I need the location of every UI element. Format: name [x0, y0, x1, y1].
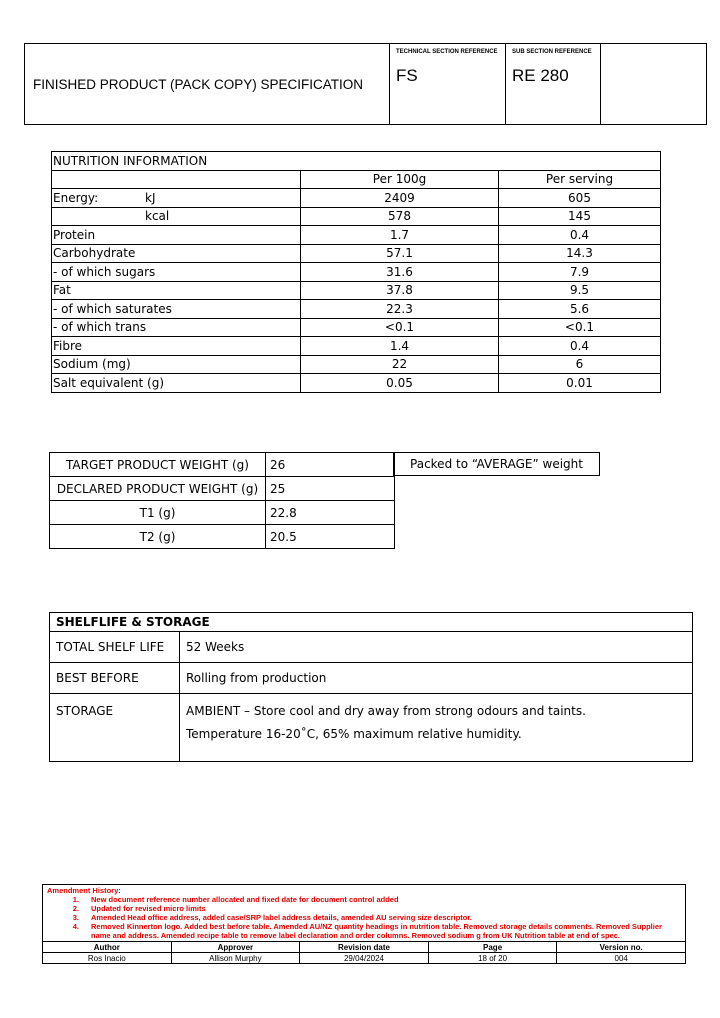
- nutrition-title: NUTRITION INFORMATION: [52, 152, 661, 171]
- weight-value: 22.8: [266, 501, 395, 525]
- storage-value: [180, 694, 693, 762]
- best-before-label: BEST BEFORE: [50, 663, 180, 694]
- table-row: [50, 525, 395, 549]
- nutrient-label: - of which saturates: [52, 300, 301, 319]
- total-shelf-life-value: 52 Weeks: [180, 632, 693, 663]
- weight-label: DECLARED PRODUCT WEIGHT (g): [50, 477, 266, 501]
- serving-value: 0.01: [499, 374, 661, 393]
- per100-value: 2409: [301, 189, 499, 208]
- col-serving-header: Per serving: [499, 170, 661, 189]
- table-row: [52, 263, 661, 282]
- nutrient-label: Fat: [52, 281, 301, 300]
- nutrient-label: Energy: kJ: [52, 189, 301, 208]
- table-row: [50, 632, 693, 663]
- list-item: 4. Removed Kinnerton logo. Added best before table. Amended AU/NZ quantity headings in nutrition table. Removed storage details comments. Removed Supplier name and address. Amended recipe table to remove label declaration and order columns. Removed sodium g from UK Nutrition table at end of spec.: [72, 922, 662, 940]
- nutrient-label: kcal: [52, 207, 301, 226]
- per100-value: 1.7: [301, 226, 499, 245]
- serving-value: 6: [499, 355, 661, 374]
- revision-date-value: 29/04/2024: [300, 953, 429, 964]
- per100-value: 37.8: [301, 281, 499, 300]
- amendment-history: [42, 884, 686, 941]
- table-row: [52, 355, 661, 374]
- table-header-blank: [52, 170, 301, 189]
- table-row: [52, 318, 661, 337]
- storage-line: AMBIENT – Store cool and dry away from strong odours and taints.: [186, 704, 586, 718]
- nutrient-label: - of which sugars: [52, 263, 301, 282]
- per100-value: 0.05: [301, 374, 499, 393]
- best-before-value: Rolling from production: [180, 663, 693, 694]
- table-row: [52, 374, 661, 393]
- nutrient-label: - of which trans: [52, 318, 301, 337]
- storage-line: Temperature 16-20˚C, 65% maximum relative humidity.: [186, 727, 522, 741]
- header-divider: [389, 44, 390, 124]
- approver-header: Approver: [171, 942, 300, 953]
- weight-label: TARGET PRODUCT WEIGHT (g): [50, 453, 266, 477]
- packed-note: Packed to “AVERAGE” weight: [393, 452, 600, 476]
- approver-value: Allison Murphy: [171, 953, 300, 964]
- approval-table: [42, 941, 686, 964]
- table-row: [52, 337, 661, 356]
- nutrient-label: Salt equivalent (g): [52, 374, 301, 393]
- weight-label: T1 (g): [50, 501, 266, 525]
- table-row: [52, 189, 661, 208]
- serving-value: 605: [499, 189, 661, 208]
- serving-value: <0.1: [499, 318, 661, 337]
- nutrient-label: Carbohydrate: [52, 244, 301, 263]
- per100-value: 57.1: [301, 244, 499, 263]
- page-header: Page: [428, 942, 557, 953]
- table-row: [52, 226, 661, 245]
- per100-value: 31.6: [301, 263, 499, 282]
- document-title: FINISHED PRODUCT (PACK COPY) SPECIFICATION: [33, 77, 364, 92]
- list-item: 2. Updated for revised micro limits: [72, 904, 206, 913]
- storage-label: STORAGE: [50, 694, 180, 762]
- col-per100-header: Per 100g: [301, 170, 499, 189]
- document-footer: [42, 884, 686, 964]
- serving-value: 145: [499, 207, 661, 226]
- table-row: [52, 244, 661, 263]
- serving-value: 0.4: [499, 226, 661, 245]
- list-item: 3. Amended Head office address, added case/SRP label address details, amended AU serving size descriptor.: [72, 913, 472, 922]
- header-divider: [600, 44, 601, 124]
- page-value: 18 of 20: [428, 953, 557, 964]
- tech-ref-label: TECHNICAL SECTION REFERENCE: [396, 49, 498, 55]
- version-header: Version no.: [557, 942, 686, 953]
- total-shelf-life-label: TOTAL SHELF LIFE: [50, 632, 180, 663]
- version-value: 004: [557, 953, 686, 964]
- weight-value: 26: [266, 453, 395, 477]
- shelflife-table: [49, 612, 693, 762]
- serving-value: 7.9: [499, 263, 661, 282]
- author-header: Author: [43, 942, 172, 953]
- amendment-title: Amendment History:: [47, 886, 121, 895]
- document-header: [24, 43, 707, 125]
- nutrient-label: Protein: [52, 226, 301, 245]
- header-divider: [505, 44, 506, 124]
- weight-label: T2 (g): [50, 525, 266, 549]
- per100-value: 22: [301, 355, 499, 374]
- per100-value: 22.3: [301, 300, 499, 319]
- weight-value: 20.5: [266, 525, 395, 549]
- weight-value: 25: [266, 477, 395, 501]
- serving-value: 9.5: [499, 281, 661, 300]
- table-row: [52, 300, 661, 319]
- serving-value: 14.3: [499, 244, 661, 263]
- table-row: [52, 281, 661, 300]
- per100-value: 1.4: [301, 337, 499, 356]
- shelflife-title: SHELFLIFE & STORAGE: [50, 613, 693, 632]
- table-row: [52, 207, 661, 226]
- tech-ref-value: FS: [396, 66, 418, 85]
- weight-table: [49, 452, 395, 549]
- table-row: [50, 501, 395, 525]
- table-row: [50, 477, 395, 501]
- nutrient-label: Fibre: [52, 337, 301, 356]
- per100-value: <0.1: [301, 318, 499, 337]
- serving-value: 5.6: [499, 300, 661, 319]
- list-item: 1. New document reference number allocated and fixed date for document control added: [72, 895, 399, 904]
- sub-ref-value: RE 280: [512, 66, 569, 85]
- sub-ref-label: SUB SECTION REFERENCE: [512, 49, 592, 55]
- nutrition-table: [51, 151, 661, 393]
- author-value: Ros Inacio: [43, 953, 172, 964]
- revision-date-header: Revision date: [300, 942, 429, 953]
- table-row: [50, 694, 693, 762]
- serving-value: 0.4: [499, 337, 661, 356]
- per100-value: 578: [301, 207, 499, 226]
- table-row: [50, 663, 693, 694]
- nutrient-label: Sodium (mg): [52, 355, 301, 374]
- table-row: [50, 453, 395, 477]
